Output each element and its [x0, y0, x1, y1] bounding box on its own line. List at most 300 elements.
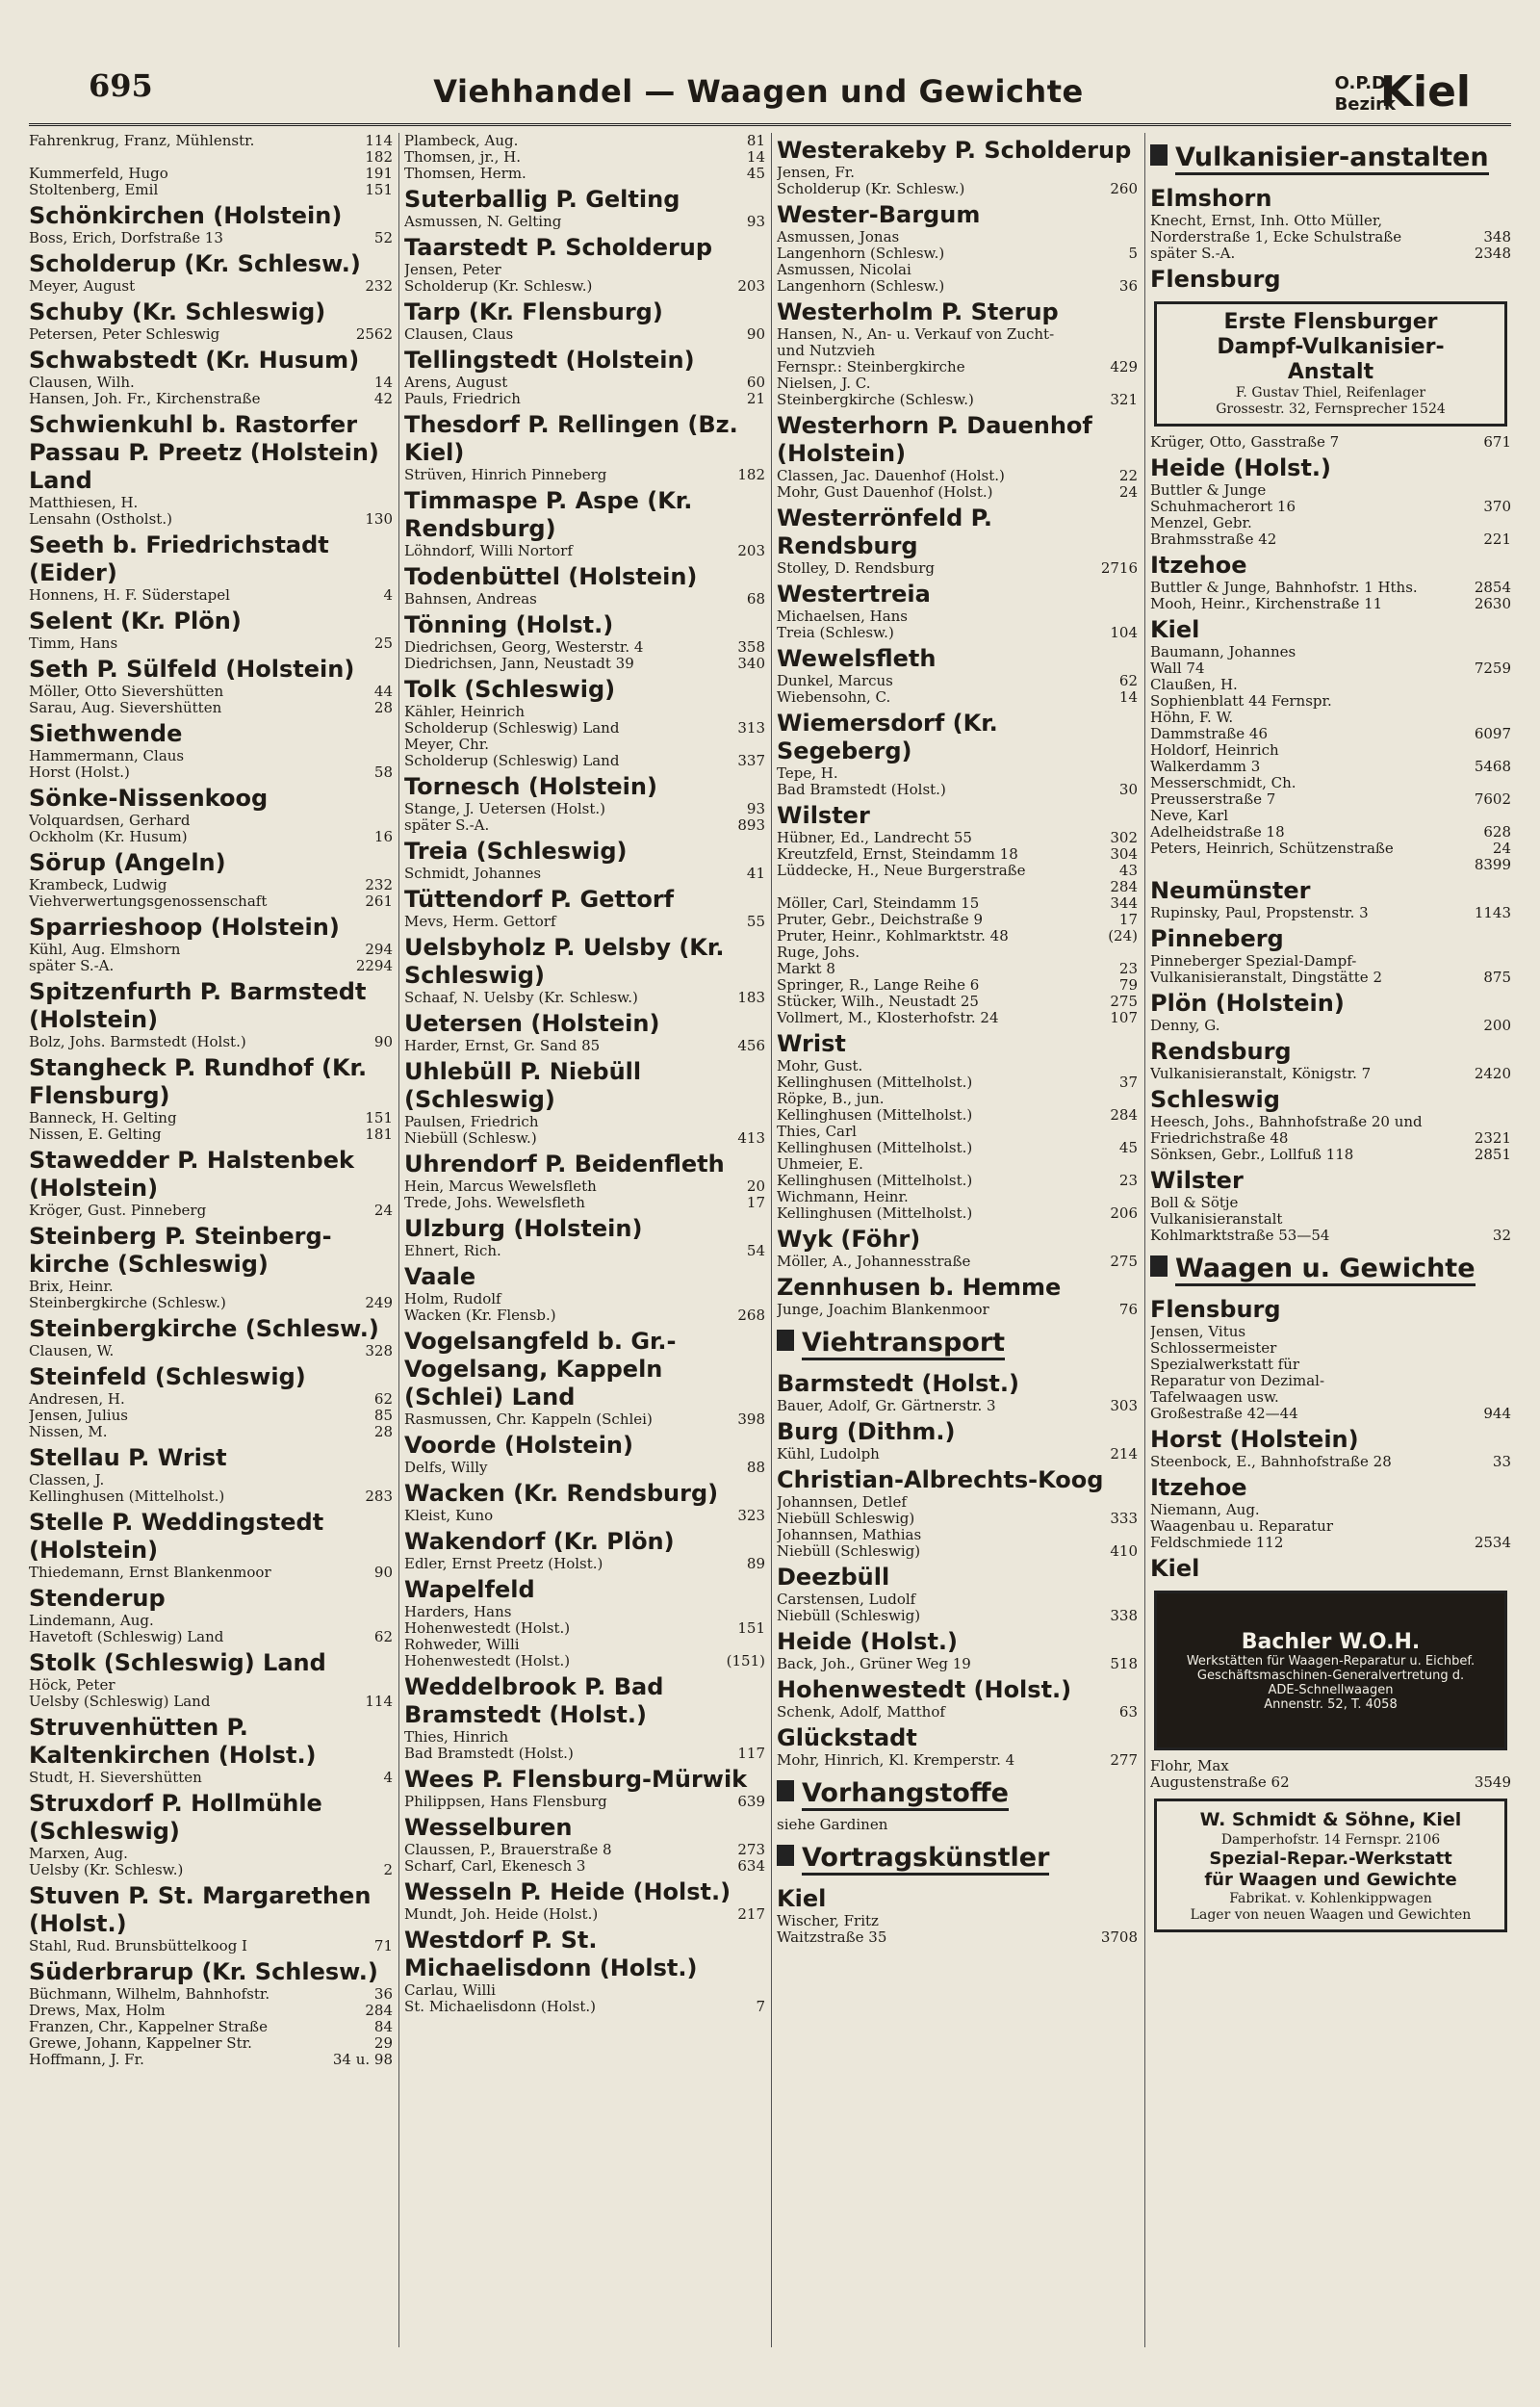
entry-name: Kellinghusen (Mittelholst.)	[29, 1488, 225, 1505]
entry-name: Niebüll (Schlesw.)	[404, 1129, 537, 1147]
entry-name: Clausen, W.	[29, 1342, 115, 1359]
ad-line: Lager von neuen Waagen und Gewichten	[1190, 1907, 1472, 1923]
entry-name: Nielsen, J. C.	[777, 375, 871, 392]
place-heading: Rendsburg	[1150, 1038, 1292, 1065]
place-heading: Wrist	[777, 1030, 846, 1057]
entry-name: Waitzstraße 35	[777, 1928, 887, 1946]
logo-line: Annenstr. 52, T. 4058	[1264, 1696, 1398, 1712]
phone-number: 114	[365, 133, 393, 149]
entry-name: Buttler & Junge	[1150, 481, 1267, 499]
entry-name: Schenk, Adolf, Matthof	[777, 1703, 945, 1721]
entry-name: Rasmussen, Chr. Kappeln (Schlei)	[404, 1411, 653, 1428]
place-heading: Siethwende	[29, 720, 183, 747]
entry-name: Kühl, Ludolph	[777, 1445, 880, 1462]
phone-number: 36	[1118, 277, 1138, 295]
place-heading: Seth P. Sülfeld (Holstein)	[29, 656, 355, 683]
entry-name: Krambeck, Ludwig	[29, 876, 167, 893]
entry-name: Holm, Rudolf	[404, 1290, 501, 1307]
place-heading: Ulzburg (Holstein)	[404, 1215, 643, 1242]
place-heading: Suterballig P. Gelting	[404, 186, 680, 213]
listing-entry	[1150, 1502, 1511, 1518]
entry-name: Mundt, Joh. Heide (Holst.)	[404, 1905, 599, 1923]
entry-name: Uhmeier, E.	[777, 1155, 863, 1173]
entry-name: Langenhorn (Schlesw.)	[777, 245, 945, 262]
entry-name: Marxen, Aug.	[29, 1845, 128, 1862]
entry-name: Löhndorf, Willi Nortorf	[404, 542, 573, 559]
listing-entry	[29, 1565, 393, 1581]
ad-line: für Waagen und Gewichte	[1204, 1870, 1457, 1890]
phone-number: 340	[737, 655, 765, 672]
listing-entry	[777, 1527, 1138, 1543]
entry-name: Thomsen, jr., H.	[404, 148, 522, 166]
entry-name: Harder, Ernst, Gr. Sand 85	[404, 1037, 601, 1054]
entry-name: Grewe, Johann, Kappelner Str.	[29, 2034, 252, 2052]
entry-name: Claußen, H.	[1150, 676, 1238, 693]
listing-entry	[1150, 1340, 1511, 1357]
listing-entry	[1150, 726, 1511, 742]
phone-number: 338	[1110, 1607, 1138, 1624]
phone-number: 893	[737, 816, 765, 834]
listing-entry	[29, 700, 393, 716]
listing-entry	[29, 587, 393, 604]
phone-number: 2	[383, 1861, 393, 1878]
entry-name: Rohweder, Willi	[404, 1636, 520, 1653]
phone-number: 260	[1110, 180, 1138, 197]
entry-name: Jensen, Julius	[29, 1407, 128, 1424]
listing-entry	[29, 1677, 393, 1694]
listing-entry	[1150, 482, 1511, 499]
entry-name: Horst (Holst.)	[29, 764, 130, 781]
listing-entry	[29, 813, 393, 829]
listing-entry	[404, 326, 765, 343]
entry-name: Lüddecke, H., Neue Burgerstraße	[777, 862, 1026, 879]
section-heading	[1150, 1244, 1511, 1292]
entry-name: Waagenbau u. Reparatur	[1150, 1517, 1333, 1535]
place-heading: Wesselburen	[404, 1814, 573, 1841]
listing-entry	[404, 467, 765, 483]
entry-name: Vollmert, M., Klosterhofstr. 24	[777, 1009, 999, 1026]
phone-number: 283	[365, 1488, 393, 1505]
phone-number: 2854	[1474, 579, 1511, 596]
place-heading: Tellingstedt (Holstein)	[404, 347, 695, 374]
listing-entry	[1150, 1324, 1511, 1340]
listing-entry	[1150, 1758, 1511, 1774]
place-heading: Plön (Holstein)	[1150, 990, 1345, 1017]
entry-name: Carstensen, Ludolf	[777, 1591, 916, 1608]
entry-name: Edler, Ernst Preetz (Holst.)	[404, 1555, 603, 1572]
listing-entry	[404, 817, 765, 834]
listing-entry	[777, 484, 1138, 501]
listing-entry	[29, 495, 393, 511]
listing-entry	[1150, 1066, 1511, 1082]
phone-number: 203	[737, 277, 765, 295]
place-heading: Struxdorf P. Hollmühle (Schleswig)	[29, 1790, 322, 1845]
opd-label: O.P.D.	[1334, 73, 1393, 93]
page-header	[46, 67, 1471, 123]
header-rule	[29, 123, 1511, 126]
section-marker-icon	[777, 1845, 794, 1866]
entry-name: Stange, J. Uetersen (Holst.)	[404, 800, 606, 817]
listing-entry	[1150, 759, 1511, 775]
phone-number: 36	[373, 1985, 393, 2003]
entry-name: Ockholm (Kr. Husum)	[29, 828, 188, 845]
listing-entry	[1150, 434, 1511, 451]
entry-name: Stoltenberg, Emil	[29, 181, 159, 198]
entry-name: Tepe, H.	[777, 764, 838, 782]
entry-name: Sophienblatt 44 Fernspr.	[1150, 692, 1332, 710]
place-heading: Scholderup (Kr. Schlesw.)	[29, 250, 361, 277]
entry-name: Diedrichsen, Jann, Neustadt 39	[404, 655, 634, 672]
listing-entry	[1150, 693, 1511, 710]
listing-entry	[777, 1608, 1138, 1624]
entry-name: Nissen, E. Gelting	[29, 1126, 162, 1143]
phone-number: 4	[383, 586, 393, 604]
listing-entry	[29, 1629, 393, 1645]
listing-entry	[777, 765, 1138, 782]
entry-name: Banneck, H. Gelting	[29, 1109, 177, 1126]
section-marker-icon	[1150, 144, 1168, 166]
ad-line: W. Schmidt & Söhne, Kiel	[1199, 1809, 1462, 1830]
listing-entry	[1150, 660, 1511, 677]
listing-entry	[1150, 1211, 1511, 1228]
entry-name: Stücker, Wilh., Neustadt 25	[777, 993, 979, 1010]
listing-entry	[404, 591, 765, 608]
listing-entry	[404, 278, 765, 295]
listing-entry	[404, 639, 765, 656]
entry-name: Philippsen, Hans Flensburg	[404, 1793, 607, 1810]
listing-entry	[1150, 905, 1511, 921]
entry-name: Denny, G.	[1150, 1017, 1220, 1034]
phone-number: 182	[365, 148, 393, 166]
listing-entry	[29, 829, 393, 845]
entry-name: Stahl, Rud. Brunsbüttelkoog I	[29, 1937, 247, 1954]
listing-entry	[777, 928, 1138, 945]
place-heading: Struvenhütten P. Kaltenkirchen (Holst.)	[29, 1714, 317, 1769]
entry-name: Fernspr.: Steinbergkirche	[777, 358, 965, 375]
phone-number: 62	[1118, 672, 1138, 689]
place-heading: Stangheck P. Rundhof (Kr. Flensburg)	[29, 1054, 368, 1109]
listing-entry	[777, 1010, 1138, 1026]
entry-name: Wiebensohn, C.	[777, 688, 891, 706]
ad-schmidt-soehne	[1154, 1799, 1507, 1932]
listing-entry	[404, 1130, 765, 1147]
listing-entry	[404, 704, 765, 720]
entry-name: später S.-A.	[1150, 245, 1236, 262]
entry-name: Neve, Karl	[1150, 807, 1229, 824]
entry-name: Kummerfeld, Hugo	[29, 165, 168, 182]
entry-name: Büchmann, Wilhelm, Bahnhofstr.	[29, 1985, 270, 2003]
entry-name: Ehnert, Rich.	[404, 1242, 501, 1259]
entry-name: Niebüll (Schleswig)	[777, 1607, 921, 1624]
phone-number: 370	[1483, 498, 1511, 515]
entry-name: Petersen, Peter Schleswig	[29, 325, 220, 343]
listing-entry	[29, 1110, 393, 1126]
phone-number: 42	[373, 390, 393, 407]
column-divider	[771, 133, 772, 2347]
entry-name: Paulsen, Friedrich	[404, 1113, 539, 1130]
ad-bachler-logo	[1154, 1591, 1507, 1750]
listing-entry	[29, 958, 393, 974]
entry-name: St. Michaelisdonn (Holst.)	[404, 1998, 596, 2015]
entry-name: Trede, Johs. Wewelsfleth	[404, 1194, 585, 1211]
listing-entry	[777, 1929, 1138, 1946]
phone-number: 671	[1483, 433, 1511, 451]
phone-number: 22	[1118, 467, 1138, 484]
listing-entry	[404, 753, 765, 769]
listing-entry	[29, 877, 393, 893]
entry-name: Wacken (Kr. Flensb.)	[404, 1307, 556, 1324]
place-heading: Neumünster	[1150, 877, 1311, 904]
entry-name: Jensen, Vitus	[1150, 1323, 1246, 1340]
entry-name: Claussen, P., Brauerstraße 8	[404, 1841, 612, 1858]
entry-name: Möller, Otto Sievershütten	[29, 683, 224, 700]
listing-entry	[29, 1613, 393, 1629]
entry-name: Springer, R., Lange Reihe 6	[777, 976, 980, 994]
entry-name: Plambeck, Aug.	[404, 133, 519, 149]
phone-number: 5468	[1474, 758, 1511, 775]
phone-number: 261	[365, 893, 393, 910]
entry-name: Reparatur von Dezimal-	[1150, 1372, 1325, 1389]
listing-entry	[1150, 644, 1511, 660]
phone-number: 23	[1118, 1172, 1138, 1189]
listing-entry	[404, 1999, 765, 2015]
entry-name: Nissen, M.	[29, 1423, 108, 1440]
phone-number: 68	[746, 590, 765, 608]
entry-name: Schlossermeister	[1150, 1339, 1277, 1357]
entry-name: Stolley, D. Rendsburg	[777, 559, 936, 577]
entry-name: Großestraße 42—44	[1150, 1405, 1298, 1422]
phone-number: 232	[365, 876, 393, 893]
listing-entry	[777, 977, 1138, 994]
entry-name: Meyer, Chr.	[404, 736, 490, 753]
listing-entry	[777, 673, 1138, 689]
place-heading: Wapelfeld	[404, 1576, 535, 1603]
place-heading: Deezbüll	[777, 1564, 890, 1591]
entry-name: Augustenstraße 62	[1150, 1773, 1290, 1791]
entry-name: Jensen, Fr.	[777, 164, 856, 181]
entry-name: Hübner, Ed., Landrecht 55	[777, 829, 972, 846]
phone-number: 24	[1492, 840, 1511, 857]
listing-entry	[29, 511, 393, 528]
section-heading	[1150, 133, 1511, 181]
listing-entry	[404, 1291, 765, 1307]
listing-entry	[1150, 742, 1511, 759]
listing-entry	[29, 149, 393, 166]
listing-entry	[404, 262, 765, 278]
entry-name: Pinneberger Spezial-Dampf-Vulkanisieranstalt, Dingstätte 2	[1150, 952, 1382, 986]
phone-number: 55	[746, 913, 765, 930]
phone-number: 104	[1110, 624, 1138, 641]
phone-number: 14	[1118, 688, 1138, 706]
place-heading: Wyk (Föhr)	[777, 1226, 921, 1253]
listing-entry	[29, 1203, 393, 1219]
listing-entry	[777, 468, 1138, 484]
listing-entry	[29, 2019, 393, 2035]
entry-name: Mohr, Gust Dauenhof (Holst.)	[777, 483, 993, 501]
listing-entry	[404, 214, 765, 230]
listing-entry	[777, 1107, 1138, 1124]
phone-number: 24	[373, 1202, 393, 1219]
listing-entry	[777, 1592, 1138, 1608]
place-heading: Kiel	[1150, 1555, 1200, 1582]
listing-entry	[404, 166, 765, 182]
entry-name: Thiedemann, Ernst Blankenmoor	[29, 1564, 271, 1581]
phone-number: 284	[1110, 1106, 1138, 1124]
phone-number: 183	[737, 989, 765, 1006]
phone-number: 17	[746, 1194, 765, 1211]
phone-number: 2716	[1100, 559, 1138, 577]
phone-number: 5	[1128, 245, 1138, 262]
phone-number: 181	[365, 1126, 393, 1143]
listing-entry	[777, 1189, 1138, 1205]
entry-name: Kähler, Heinrich	[404, 703, 525, 720]
entry-name: Clausen, Claus	[404, 325, 514, 343]
district-city: Kiel	[1379, 67, 1471, 116]
phone-number: 81	[746, 133, 765, 149]
phone-number: 273	[737, 1841, 765, 1858]
ad-line: Anstalt	[1287, 360, 1374, 384]
listing-entry	[404, 866, 765, 882]
phone-number: 277	[1110, 1751, 1138, 1769]
listing-entry	[777, 846, 1138, 863]
entry-name: Meyer, August	[29, 277, 136, 295]
phone-number: 1143	[1474, 904, 1511, 921]
listing-entry	[1150, 580, 1511, 596]
listing-entry	[404, 1746, 765, 1762]
place-heading: Elmshorn	[1150, 185, 1272, 212]
place-heading: Kiel	[1150, 616, 1200, 643]
logo-title: Bachler W.O.H.	[1241, 1629, 1421, 1654]
listing-entry	[29, 1770, 393, 1786]
entry-name: Menzel, Gebr.	[1150, 514, 1252, 531]
entry-name: Uelsby (Kr. Schlesw.)	[29, 1861, 184, 1878]
phone-number: 7602	[1474, 790, 1511, 808]
listing-entry	[777, 863, 1138, 879]
entry-name: Scholderup (Kr. Schlesw.)	[404, 277, 593, 295]
listing-entry	[1150, 677, 1511, 693]
listing-entry	[29, 2035, 393, 2052]
entry-name: Delfs, Willy	[404, 1459, 488, 1476]
listing-entry	[1150, 1518, 1511, 1535]
phone-number: 58	[373, 764, 393, 781]
place-heading: Stuven P. St. Margarethen (Holst.)	[29, 1882, 372, 1937]
phone-number: 7259	[1474, 660, 1511, 677]
phone-number: 62	[373, 1628, 393, 1645]
entry-name: Tafelwaagen usw.	[1150, 1388, 1279, 1406]
place-heading: Horst (Holstein)	[1150, 1426, 1359, 1453]
entry-name: Steinbergkirche (Schlesw.)	[29, 1294, 226, 1311]
entry-name: Boll & Sötje	[1150, 1194, 1239, 1211]
listing-entry	[404, 1114, 765, 1130]
phone-number: 518	[1110, 1655, 1138, 1672]
place-heading: Burg (Dithm.)	[777, 1418, 956, 1445]
listing-entry	[777, 830, 1138, 846]
place-heading: Christian-Albrechts-Koog	[777, 1466, 1104, 1493]
page-title: Viehhandel — Waagen und Gewichte	[433, 73, 1084, 110]
entry-name: Höck, Peter	[29, 1676, 116, 1694]
entry-name: später S.-A.	[404, 816, 490, 834]
place-heading: Voorde (Holstein)	[404, 1432, 633, 1459]
place-heading: Steinberg P. Steinberg-kirche (Schleswig)	[29, 1223, 332, 1278]
entry-name: Langenhorn (Schlesw.)	[777, 277, 945, 295]
section-marker-icon	[777, 1780, 794, 1801]
entry-name: Scholderup (Kr. Schlesw.)	[777, 180, 965, 197]
phone-number: 221	[1483, 531, 1511, 548]
listing-entry	[29, 166, 393, 182]
entry-name: Knecht, Ernst, Inh. Otto Müller, Norderstraße 1, Ecke Schulstraße	[1150, 212, 1402, 246]
listing-entry	[777, 1398, 1138, 1414]
listing-entry	[777, 229, 1138, 246]
listing-entry	[1150, 1373, 1511, 1389]
listing-entry	[29, 1343, 393, 1359]
phone-number: 321	[1110, 391, 1138, 408]
place-heading: Itzehoe	[1150, 1474, 1247, 1501]
entry-name: Classen, J.	[29, 1471, 105, 1488]
entry-name: Steenbock, E., Bahnhofstraße 28	[1150, 1453, 1392, 1470]
section-title: Viehtransport	[802, 1328, 1005, 1360]
entry-name: Kellinghusen (Mittelholst.)	[777, 1172, 973, 1189]
phone-number: 34 u. 98	[332, 2051, 393, 2068]
listing-entry	[404, 1307, 765, 1324]
phone-number: (151)	[726, 1652, 765, 1669]
ad-line: Spezial-Repar.-Werkstatt	[1209, 1849, 1452, 1869]
place-heading: Stenderup	[29, 1585, 166, 1612]
entry-name: Spezialwerkstatt für	[1150, 1356, 1300, 1373]
listing-entry	[1150, 808, 1511, 824]
entry-name: Thomsen, Herm.	[404, 165, 526, 182]
entry-name: Kellinghusen (Mittelholst.)	[777, 1106, 973, 1124]
listing-entry	[777, 912, 1138, 928]
phone-number: 232	[365, 277, 393, 295]
phone-number: 151	[365, 181, 393, 198]
entry-name: Viehverwertungsgenossenschaft	[29, 893, 268, 910]
place-heading: Tarp (Kr. Flensburg)	[404, 298, 663, 325]
entry-name: Möller, Carl, Steindamm 15	[777, 894, 980, 912]
listing-entry	[777, 278, 1138, 295]
entry-name: Markt 8	[777, 960, 835, 977]
phone-number: 20	[746, 1178, 765, 1195]
listing-entry	[29, 1846, 393, 1862]
entry-name: später S.-A.	[29, 957, 115, 974]
entry-name: Ruge, Johs.	[777, 944, 860, 961]
entry-name: Holdorf, Heinrich	[1150, 741, 1279, 759]
phone-number: 249	[365, 1294, 393, 1311]
place-heading: Sörup (Angeln)	[29, 849, 226, 876]
listing-entry	[404, 1556, 765, 1572]
listing-entry	[404, 149, 765, 166]
listing-entry	[404, 990, 765, 1006]
listing-entry	[1150, 824, 1511, 841]
phone-number: 2420	[1474, 1065, 1511, 1082]
phone-number: 37	[1118, 1074, 1138, 1091]
listing-entry	[777, 961, 1138, 977]
listing-entry	[1150, 841, 1511, 857]
phone-number: 275	[1110, 1253, 1138, 1270]
logo-line: Geschäftsmaschinen-Generalvertretung d.	[1196, 1668, 1465, 1683]
entry-name: Hansen, N., An- u. Verkauf von Zucht- und Nutzvieh	[777, 325, 1055, 359]
section-heading	[777, 1318, 1138, 1366]
listing-entry	[404, 391, 765, 407]
entry-name: Heesch, Johs., Bahnhofstraße 20 und Friedrichstraße 48	[1150, 1113, 1423, 1147]
listing-entry	[29, 764, 393, 781]
entry-name: Hammermann, Claus	[29, 747, 185, 764]
listing-entry	[404, 1195, 765, 1211]
entry-name: Kröger, Gust. Pinneberg	[29, 1202, 207, 1219]
listing-entry	[777, 994, 1138, 1010]
phone-number: 337	[737, 752, 765, 769]
entry-name: Harders, Hans	[404, 1603, 512, 1620]
entry-name: Niebüll (Schleswig)	[777, 1542, 921, 1560]
